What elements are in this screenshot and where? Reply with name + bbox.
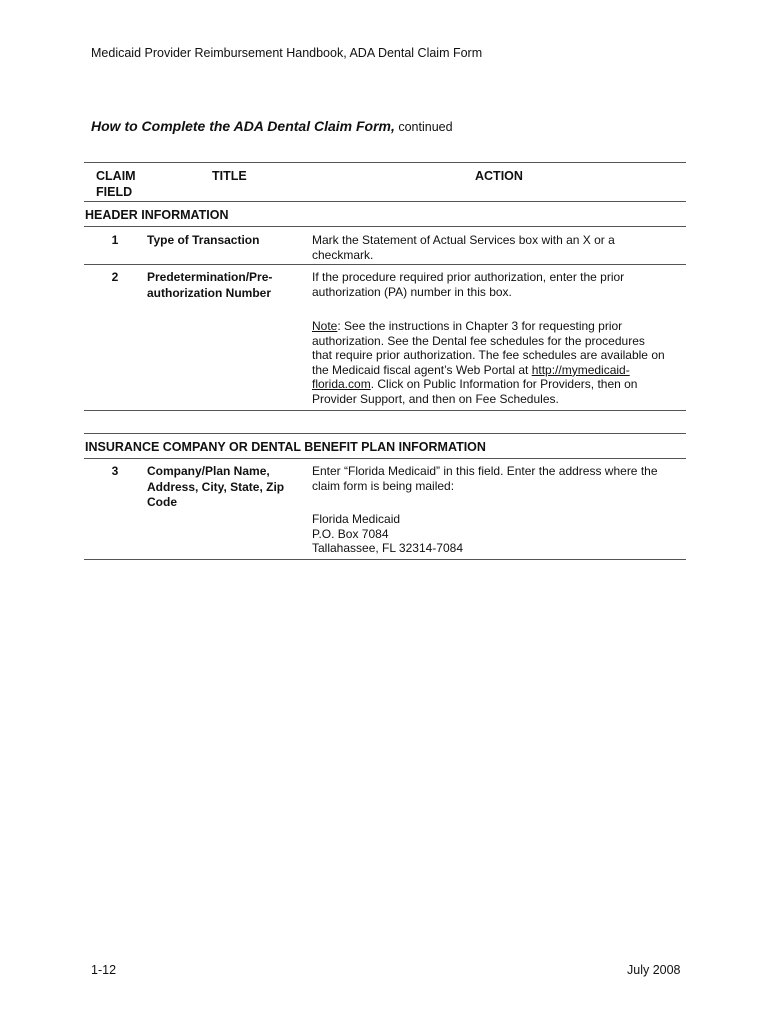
row-2-note-line1	[312, 319, 690, 334]
group-label-insurance-information: INSURANCE COMPANY OR DENTAL BENEFIT PLAN INFORMATION	[85, 440, 486, 454]
row-2-action-line2: authorization (PA) number in this box.	[312, 284, 512, 299]
row-3-action-line1: Enter “Florida Medicaid” in this field. Enter the address where the	[312, 464, 658, 478]
header-bottom-rule	[84, 201, 686, 202]
row-1-action-line1: Mark the Statement of Actual Services box with an X or a	[312, 233, 615, 247]
group-top-rule-insurance	[84, 433, 686, 434]
fee-schedule-link-part2[interactable]: florida.com	[312, 377, 371, 392]
row-3-title-line3: Code	[147, 495, 177, 510]
row-3-field: 3	[111, 464, 119, 478]
row-2-note-line5	[312, 377, 690, 392]
col-header-title: TITLE	[212, 169, 247, 183]
note-line4-text: the Medicaid fiscal agent’s Web Portal at	[312, 362, 532, 377]
row-2-note-line4	[312, 363, 690, 378]
section-title-text: How to Complete the ADA Dental Claim Form,	[91, 118, 395, 134]
row-1-bottom-rule	[84, 264, 686, 265]
note-line5-text: . Click on Public Information for Providers, then on	[370, 377, 638, 392]
row-3-action	[312, 464, 690, 493]
group-rule-header-information	[84, 226, 686, 227]
row-2-note-line3: that require prior authorization. The fee schedules are available on	[312, 348, 665, 363]
row-2-note-line6: Provider Support, and then on Fee Schedules.	[312, 391, 559, 406]
note-label: Note	[312, 319, 338, 333]
row-1-field: 1	[111, 233, 119, 247]
row-3-action-line2: claim form is being mailed:	[312, 478, 455, 493]
row-3-title-line1: Company/Plan Name,	[147, 464, 270, 478]
row-3-mailing-address	[312, 512, 690, 556]
group-label-header-information: HEADER INFORMATION	[85, 208, 229, 222]
note-line1-text: : See the instructions in Chapter 3 for requesting prior	[337, 319, 623, 333]
row-1-action	[312, 233, 690, 262]
row-2-field: 2	[111, 270, 119, 284]
col-header-action: ACTION	[475, 169, 523, 183]
row-2-bottom-rule	[84, 410, 686, 411]
address-line2: P.O. Box 7084	[312, 526, 389, 541]
row-2-note	[312, 319, 690, 407]
row-3-title-line2: Address, City, State, Zip	[147, 479, 285, 494]
fee-schedule-link-part1[interactable]: http://mymedicaid-	[531, 362, 630, 377]
row-2-title-line1: Predetermination/Pre-	[147, 270, 273, 284]
table-bottom-rule	[84, 559, 686, 560]
row-2-title	[147, 270, 297, 300]
section-title	[91, 119, 453, 135]
col-header-claim: CLAIM	[96, 169, 136, 183]
row-1-action-line2: checkmark.	[312, 247, 374, 262]
address-line1: Florida Medicaid	[312, 512, 401, 526]
row-2-action-line1: If the procedure required prior authorization, enter the prior	[312, 270, 625, 284]
footer-date: July 2008	[627, 963, 681, 977]
address-line3: Tallahassee, FL 32314-7084	[312, 541, 463, 556]
col-header-field: FIELD	[96, 184, 133, 199]
footer-page-number: 1-12	[91, 963, 117, 977]
row-2-action	[312, 270, 690, 299]
row-1-title: Type of Transaction	[147, 233, 260, 247]
table-top-rule	[84, 162, 686, 163]
section-title-suffix: continued	[394, 120, 453, 134]
row-2-title-line2: authorization Number	[147, 285, 272, 300]
row-2-note-line2: authorization. See the Dental fee schedules for the procedures	[312, 333, 645, 348]
group-rule-insurance-information	[84, 458, 686, 459]
row-3-title	[147, 464, 297, 510]
running-header: Medicaid Provider Reimbursement Handbook, ADA Dental Claim Form	[91, 46, 483, 60]
col-header-claim-field	[96, 169, 136, 199]
